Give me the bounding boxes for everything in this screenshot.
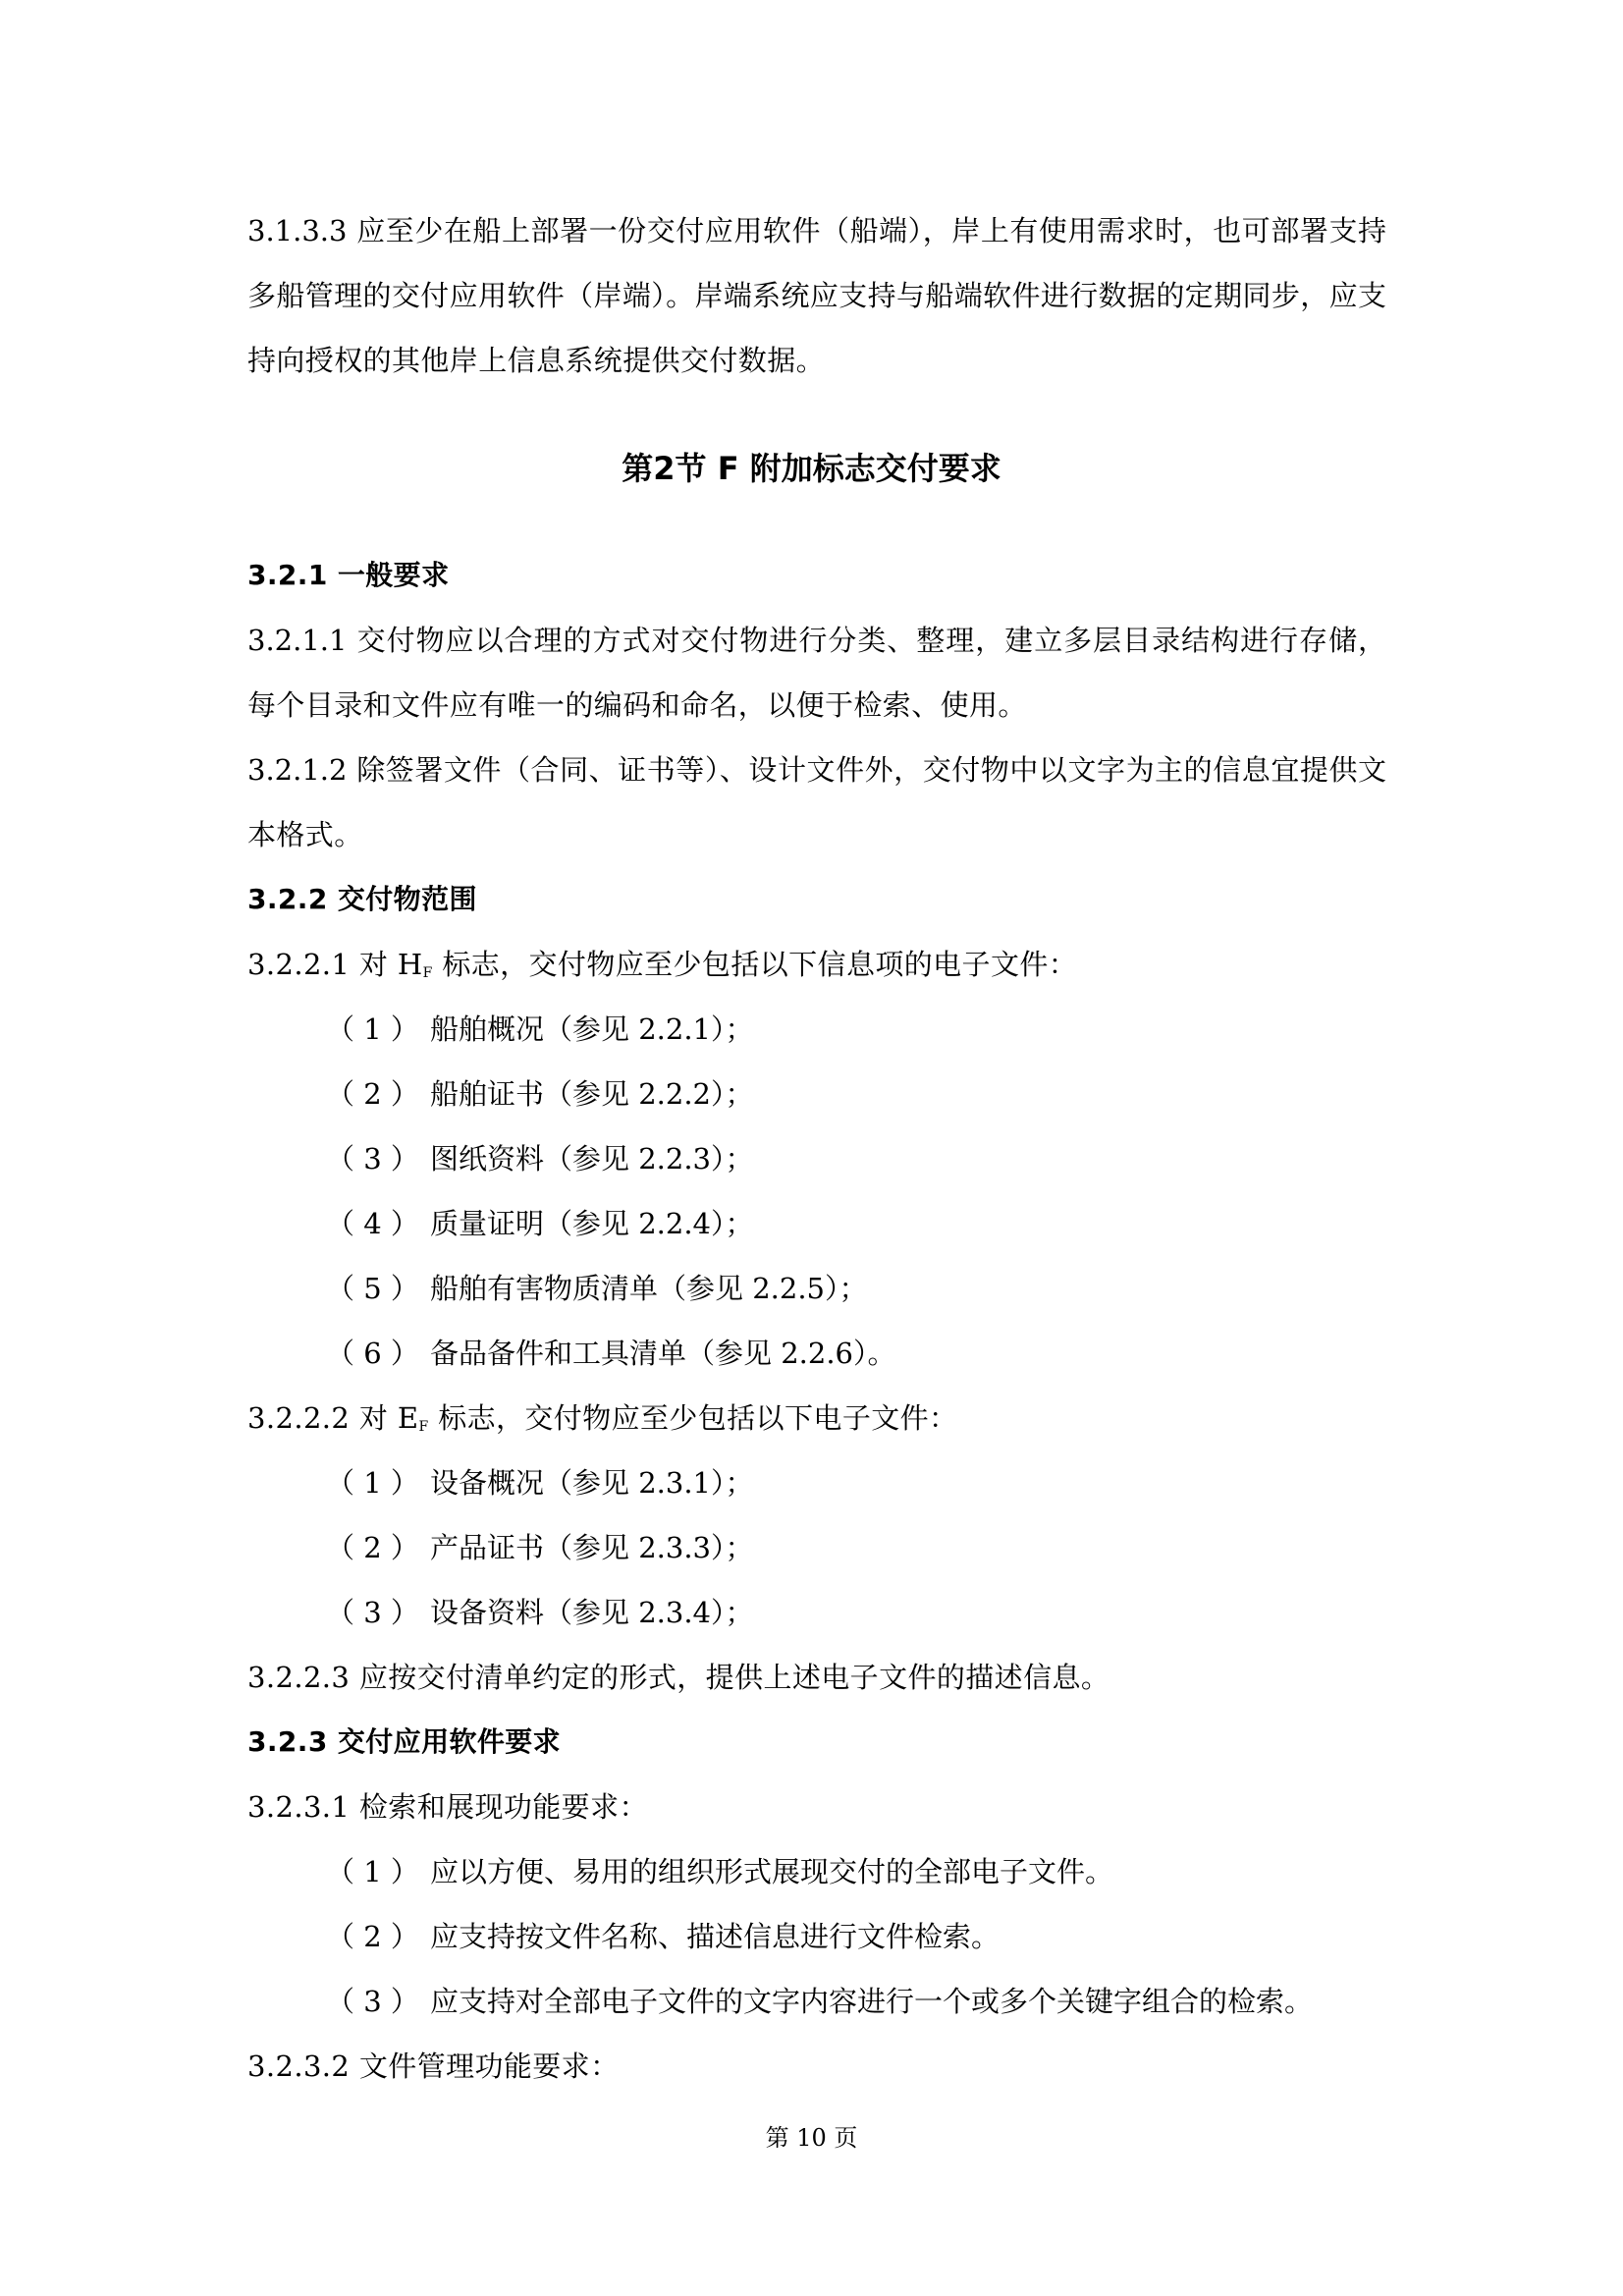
list-item-number: （ 3 ） <box>326 1985 419 2018</box>
list-item-text: 应支持对全部电子文件的文字内容进行一个或多个关键字组合的检索。 <box>430 1985 1314 2018</box>
list-item-text: 质量证明（参见 2.2.4）； <box>430 1207 754 1240</box>
subscript-f: F <box>418 1419 429 1435</box>
list-item-text: 应支持按文件名称、描述信息进行文件检索。 <box>430 1920 1001 1953</box>
heading-3-2-1: 3.2.1 一般要求 <box>247 559 450 591</box>
list-item-text: 船舶概况（参见 2.2.1）； <box>430 1012 754 1046</box>
list-item-text: 设备资料（参见 2.3.4）； <box>430 1596 754 1629</box>
list-item <box>326 1919 1000 1954</box>
paragraph-3211-line2: 每个目录和文件应有唯一的编码和命名，以便于检索、使用。 <box>247 688 1027 722</box>
list-item-number: （ 5 ） <box>326 1272 419 1305</box>
list-item-text: 船舶证书（参见 2.2.2）； <box>430 1077 754 1111</box>
list-item-number: （ 1 ） <box>326 1466 419 1500</box>
paragraph-3133-line2: 多船管理的交付应用软件（岸端）。岸端系统应支持与船端软件进行数据的定期同步，应支 <box>247 279 1386 312</box>
list-item-number: （ 3 ） <box>326 1142 419 1175</box>
list-item-number: （ 6 ） <box>326 1337 419 1370</box>
heading-3-2-3: 3.2.3 交付应用软件要求 <box>247 1725 562 1758</box>
list-item-text: 船舶有害物质清单（参见 2.2.5）； <box>430 1272 868 1305</box>
paragraph-3212-line2: 本格式。 <box>247 818 363 851</box>
list-item <box>326 1336 896 1371</box>
list-item-number: （ 2 ） <box>326 1077 419 1111</box>
list-item-text: 产品证书（参见 2.3.3）； <box>430 1531 754 1564</box>
paragraph-3221-prefix: 3.2.2.1 对 H <box>247 948 423 981</box>
list-item <box>326 1076 754 1112</box>
list-item <box>326 1271 868 1306</box>
list-item <box>326 1984 1313 2019</box>
list-item-text: 设备概况（参见 2.3.1）； <box>430 1466 754 1500</box>
paragraph-3211-line1: 3.2.1.1 交付物应以合理的方式对交付物进行分类、整理，建立多层目录结构进行存储， <box>247 624 1386 657</box>
list-item-number: （ 4 ） <box>326 1207 419 1240</box>
list-item-number: （ 1 ） <box>326 1012 419 1046</box>
paragraph-3223: 3.2.2.3 应按交付清单约定的形式，提供上述电子文件的描述信息。 <box>247 1661 1110 1694</box>
paragraph-3221-suffix: 标志，交付物应至少包括以下信息项的电子文件： <box>432 948 1078 981</box>
paragraph-3231: 3.2.3.1 检索和展现功能要求： <box>247 1790 648 1824</box>
paragraph-3222-suffix: 标志，交付物应至少包括以下电子文件： <box>428 1401 958 1435</box>
heading-3-2-2: 3.2.2 交付物范围 <box>247 883 477 915</box>
list-item-number: （ 2 ） <box>326 1920 419 1953</box>
page-number: 第 10 页 <box>765 2124 858 2152</box>
list-item-number: （ 2 ） <box>326 1531 419 1564</box>
paragraph-3133-line1: 3.1.3.3 应至少在船上部署一份交付应用软件（船端），岸上有使用需求时，也可部署支持 <box>247 214 1386 247</box>
list-item <box>326 1141 754 1176</box>
list-item <box>326 1854 1113 1889</box>
list-item <box>326 1465 754 1501</box>
paragraph-3232: 3.2.3.2 文件管理功能要求： <box>247 2050 620 2083</box>
list-item-text: 应以方便、易用的组织形式展现交付的全部电子文件。 <box>430 1855 1114 1888</box>
section-title: 第2节 F 附加标志交付要求 <box>622 450 1001 487</box>
list-item <box>326 1595 754 1630</box>
paragraph-3221 <box>247 947 1077 991</box>
paragraph-3222-prefix: 3.2.2.2 对 E <box>247 1401 419 1435</box>
paragraph-3222 <box>247 1400 957 1445</box>
list-item <box>326 1530 754 1565</box>
list-item-text: 备品备件和工具清单（参见 2.2.6）。 <box>430 1337 896 1370</box>
list-item-number: （ 1 ） <box>326 1855 419 1888</box>
paragraph-3212-line1: 3.2.1.2 除签署文件（合同、证书等）、设计文件外，交付物中以文字为主的信息宜提供文 <box>247 753 1386 787</box>
subscript-f: F <box>422 965 433 981</box>
list-item <box>326 1011 754 1047</box>
list-item-number: （ 3 ） <box>326 1596 419 1629</box>
list-item <box>326 1206 754 1241</box>
list-item-text: 图纸资料（参见 2.2.3）； <box>430 1142 754 1175</box>
paragraph-3133-line3: 持向授权的其他岸上信息系统提供交付数据。 <box>247 344 826 377</box>
